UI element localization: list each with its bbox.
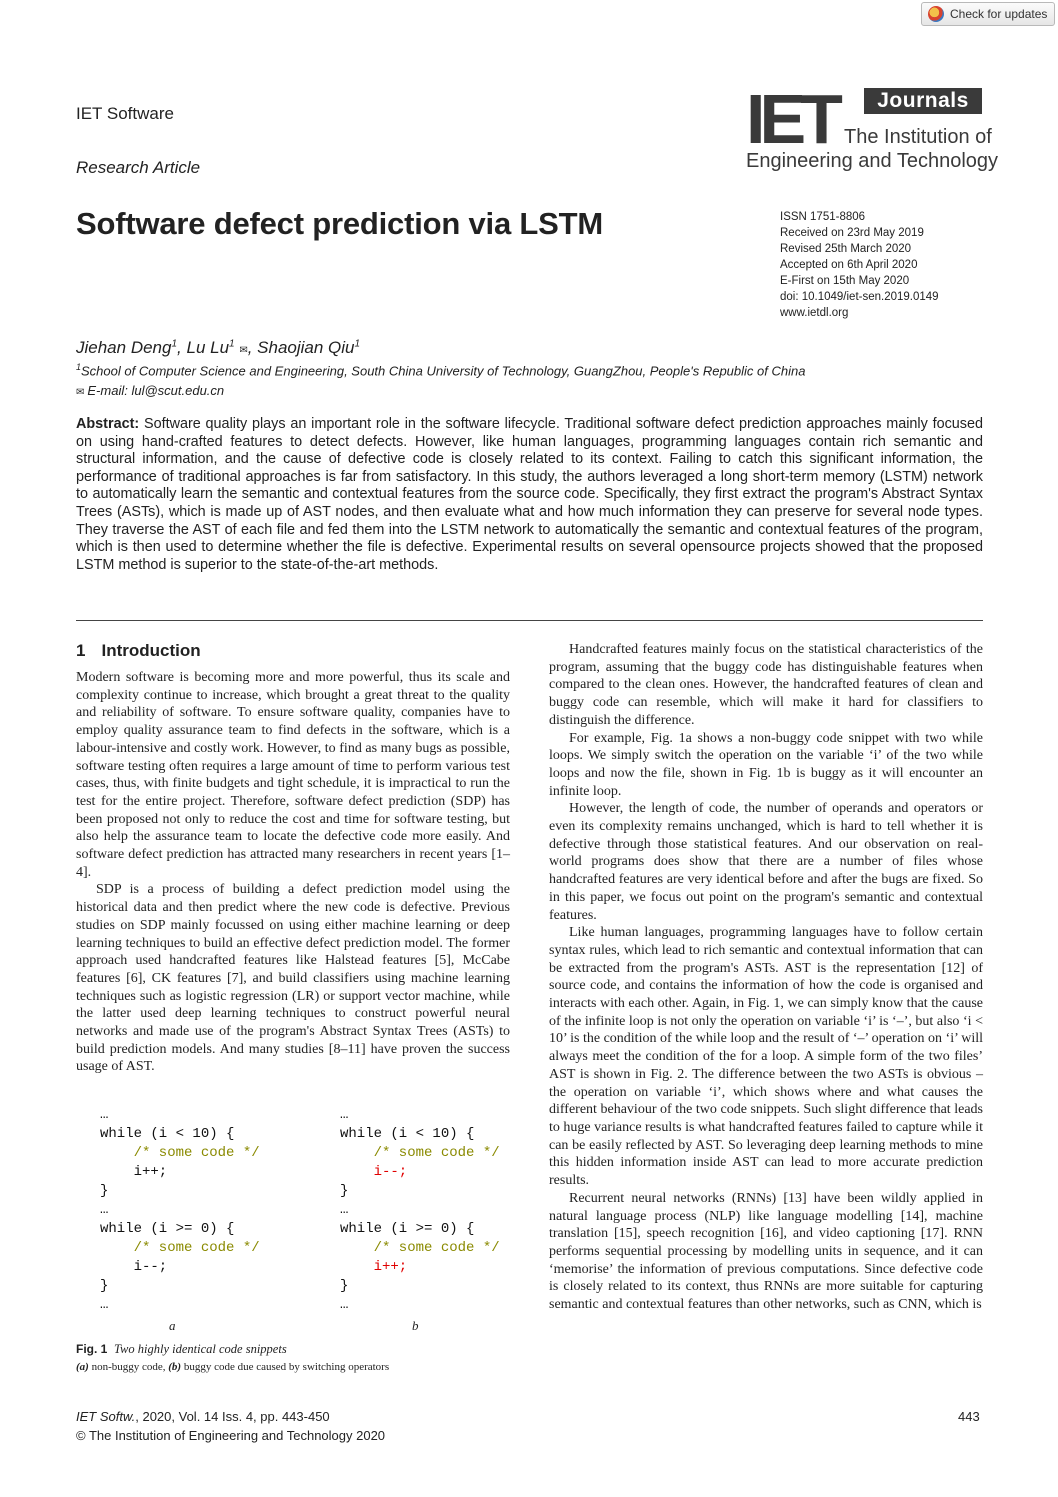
affiliation <box>76 362 805 378</box>
paragraph: Modern software is becoming more and more powerful, thus its scale and complexity continue to increase, which brought a great threat to the quality and reliability of software. To ensure software quality, companies have to employ quality assurance team to find defects in the software, which is a labour-intensive and costly work. However, to find as many bugs as possible, software testing often requires a large amount of time to perform various test cases, thus, with finite budgets and tight schedule, it is impractical to run the test for the entire project. Therefore, software defect prediction (SDP) has been proposed not only to reduce the cost and time for software testing, but also help the assurance team to locate the defective code more easily. And software defect prediction has attracted many researchers in recent years [1–4]. <box>76 670 510 880</box>
site-link[interactable]: www.ietdl.org <box>780 307 849 319</box>
issn: ISSN 1751-8806 <box>780 211 866 223</box>
right-column <box>549 641 983 1314</box>
email-text: E-mail: lul@scut.edu.cn <box>87 383 225 398</box>
code-comment: /* some code */ <box>100 1240 260 1256</box>
code-line: while (i >= 0) { <box>340 1221 475 1237</box>
code-comment: /* some code */ <box>100 1145 260 1161</box>
email-envelope-icon: ✉ <box>76 387 85 398</box>
envelope-icon: ✉ <box>239 345 248 356</box>
article-metadata <box>780 209 939 321</box>
paragraph: Like human languages, programming languages have to follow certain syntax rules, which lead to rich semantic and contextual information that can be extracted from the program's ASTs. AST is the representation [12] of source code, and contains the information of how the code is organised and interacts with each other. Again, in Fig. 1, we can simply know that the cause of the infinite loop is not only the operation on variable ‘i’ is ‘–’, but also ‘i < 10’ is the condition of the while loop and the result of ‘–’ operation on ‘i’ will always meet the condition of the for a loop. A simple form of the two files’ AST is shown in Fig. 2. The difference between the two ASTs is obvious – the operation on variable ‘i’, which shows where and what causes the different behaviour of the two code snippets. Such slight difference that leads to huge variance results is what handcrafted features failed to capture while it can be easily reflected by AST. So leveraging deep learning methods to mine this hidden information inside AST can lead to more accurate prediction results. <box>549 925 983 1189</box>
author-2: Lu Lu <box>186 338 230 357</box>
code-line: } <box>100 1183 109 1199</box>
divider <box>76 620 983 621</box>
affiliation-marker: 1 <box>76 362 82 372</box>
code-changed-line: i--; <box>340 1164 408 1180</box>
author-list: Jiehan Deng$^1$, Lu Lu$^1$ ✉, Shaojian Qiu$^1$ <box>76 338 361 357</box>
section-number: 1 <box>76 641 86 660</box>
code-line: } <box>100 1278 109 1294</box>
doi-link[interactable]: doi: 10.1049/iet-sen.2019.0149 <box>780 291 939 303</box>
footer-copyright: © The Institution of Engineering and Technology 2020 <box>76 1428 386 1443</box>
subfigure-label-a: a <box>169 1318 176 1333</box>
author-1: Jiehan Deng <box>76 338 172 357</box>
figure-caption <box>76 1342 287 1357</box>
code-line: … <box>340 1297 349 1313</box>
code-line: i--; <box>100 1259 168 1275</box>
figure-subcaption <box>76 1361 389 1373</box>
figure-caption-text: Two highly identical code snippets <box>114 1342 287 1356</box>
journal-name: IET Software <box>76 104 174 123</box>
paragraph: Handcrafted features mainly focus on the statistical characteristics of the program, assuming that the buggy code has distinguishable features when compared to the clean ones. However, the handcrafted features of clean and buggy code can resemble, which will make it hard for classifiers to distinguish the difference. <box>549 642 983 728</box>
paragraph: Recurrent neural networks (RNNs) [13] have been wildly applied in natural language process (NLP) like language modelling [14], machine translation [15], speech recognition [16], and video captioning [17]. RNN performs sequential processing by modelling units in sequence, and it can ‘memorise’ the information of previous computations. Since defective code is closely related to its context, thus RNNs are more suitable for capturing semantic and contextual features than other networks, such as CNN, which is <box>549 1190 983 1313</box>
logo-journals-label: Journals <box>864 88 982 114</box>
check-for-updates-label: Check for updates <box>950 7 1048 21</box>
subcaption-b-text: buggy code due caused by switching operators <box>183 1361 390 1373</box>
paragraph: SDP is a process of building a defect prediction model using the historical data and then predict where the new code is defective. Previous studies on SDP mainly focussed on using either machine learning or deep learning techniques to build an effective defect prediction model. The former approach used handcrafted features like Halstead features [5], McCabe features [6], CK features [7], and build classifiers using machine learning techniques such as logistic regression (LR) or support vector machine, while the latter used deep learning techniques to construct powerful neural networks and made use of the program's Abstract Syntax Trees (ASTs) to build prediction models. And many studies [8–11] have proven the success usage of AST. <box>76 882 510 1075</box>
code-line: … <box>100 1202 109 1218</box>
code-line: } <box>340 1278 349 1294</box>
logo-mark: IET <box>746 80 837 158</box>
accepted-date: Accepted on 6th April 2020 <box>780 259 918 271</box>
footer-citation-rest: , 2020, Vol. 14 Iss. 4, pp. 443-450 <box>135 1409 330 1424</box>
code-comment: /* some code */ <box>340 1240 500 1256</box>
author-1-affil: 1 <box>171 338 178 350</box>
abstract-text: Software quality plays an important role in the software lifecycle. Traditional software defect prediction approaches mainly focused on using hand-crafted features to detect defects. However, like human languages, programming languages contain rich semantic and structural information, and the cause of defective code is closely related to its context. Failing to catch this significant information, the performance of traditional approaches is far from satisfactory. In this study, the authors leveraged a long short-term memory (LSTM) network to automatically learn the semantic and contextual features from the source code. Specifically, they first extract the program's Abstract Syntax Trees (ASTs), which is made up of AST nodes, and then evaluate what and how much information they can preserve for several node types. They traverse the AST of each file and fed them into the LSTM network to automatically the semantic and contextual features of the program, which is then used to determine whether the file is defective. Experimental results on several opensource projects showed that the proposed LSTM method is superior to the state-of-the-art methods. <box>76 416 983 573</box>
logo-line-2: Engineering and Technology <box>746 150 999 172</box>
logo-line-1: The Institution of <box>844 126 992 148</box>
subcaption-b-label: (b) <box>168 1361 182 1373</box>
section-heading <box>76 641 201 661</box>
left-column <box>76 669 510 1076</box>
article-type: Research Article <box>76 158 201 177</box>
code-snippet-b <box>340 1106 500 1315</box>
code-line: … <box>340 1202 349 1218</box>
revised-date: Revised 25th March 2020 <box>780 243 912 255</box>
code-line: while (i < 10) { <box>100 1126 235 1142</box>
subcaption-a-label: (a) <box>76 1361 89 1373</box>
code-line: i++; <box>100 1164 168 1180</box>
abstract <box>76 416 983 574</box>
section-title: Introduction <box>101 641 201 660</box>
page-title: Software defect prediction via LSTM <box>76 206 603 241</box>
code-line: … <box>340 1107 349 1123</box>
code-line: … <box>100 1107 109 1123</box>
crossmark-icon <box>928 6 944 22</box>
subcaption-a-text: non-buggy code, <box>91 1361 166 1373</box>
code-line: … <box>100 1297 109 1313</box>
author-3: Shaojian Qiu <box>257 338 355 357</box>
figure-label: Fig. 1 <box>76 1342 108 1356</box>
paragraph: For example, Fig. 1a shows a non-buggy code snippet with two while loops. We simply switch the operation on the variable ‘i’ of the two while loops and now the file, shown in Fig. 1b is buggy as it will encounter an infinite loop. <box>549 730 983 799</box>
author-2-affil: 1 <box>229 338 235 350</box>
code-comment: /* some code */ <box>340 1145 500 1161</box>
code-snippet-a <box>100 1106 260 1315</box>
code-line: while (i >= 0) { <box>100 1221 235 1237</box>
code-line: } <box>340 1183 349 1199</box>
code-changed-line: i++; <box>340 1259 408 1275</box>
efirst-date: E-First on 15th May 2020 <box>780 275 910 287</box>
corresponding-email[interactable] <box>76 383 224 398</box>
abstract-label: Abstract: <box>76 416 140 432</box>
footer-citation <box>76 1409 330 1424</box>
footer-journal: IET Softw. <box>76 1409 136 1424</box>
page-number: 443 <box>958 1409 980 1424</box>
paragraph: However, the length of code, the number of operands and operators or even its complexity remains unchanged, which is hard to tell whether it is defective through those statistical features. And our observation on real-world programs does show that there are a number of files whose handcrafted features are very identical before and after the bugs are fixed. So in this paper, we focus out point on the program's semantic and contextual features. <box>549 801 983 923</box>
received-date: Received on 23rd May 2019 <box>780 227 924 239</box>
affiliation-text: School of Computer Science and Engineering, South China University of Technology, GuangZhou, People's Republic of China <box>81 363 806 379</box>
author-3-affil: 1 <box>354 338 361 350</box>
subfigure-label-b: b <box>412 1318 419 1333</box>
iet-logo <box>746 80 999 178</box>
code-line: while (i < 10) { <box>340 1126 475 1142</box>
check-for-updates-button[interactable] <box>921 2 1055 26</box>
